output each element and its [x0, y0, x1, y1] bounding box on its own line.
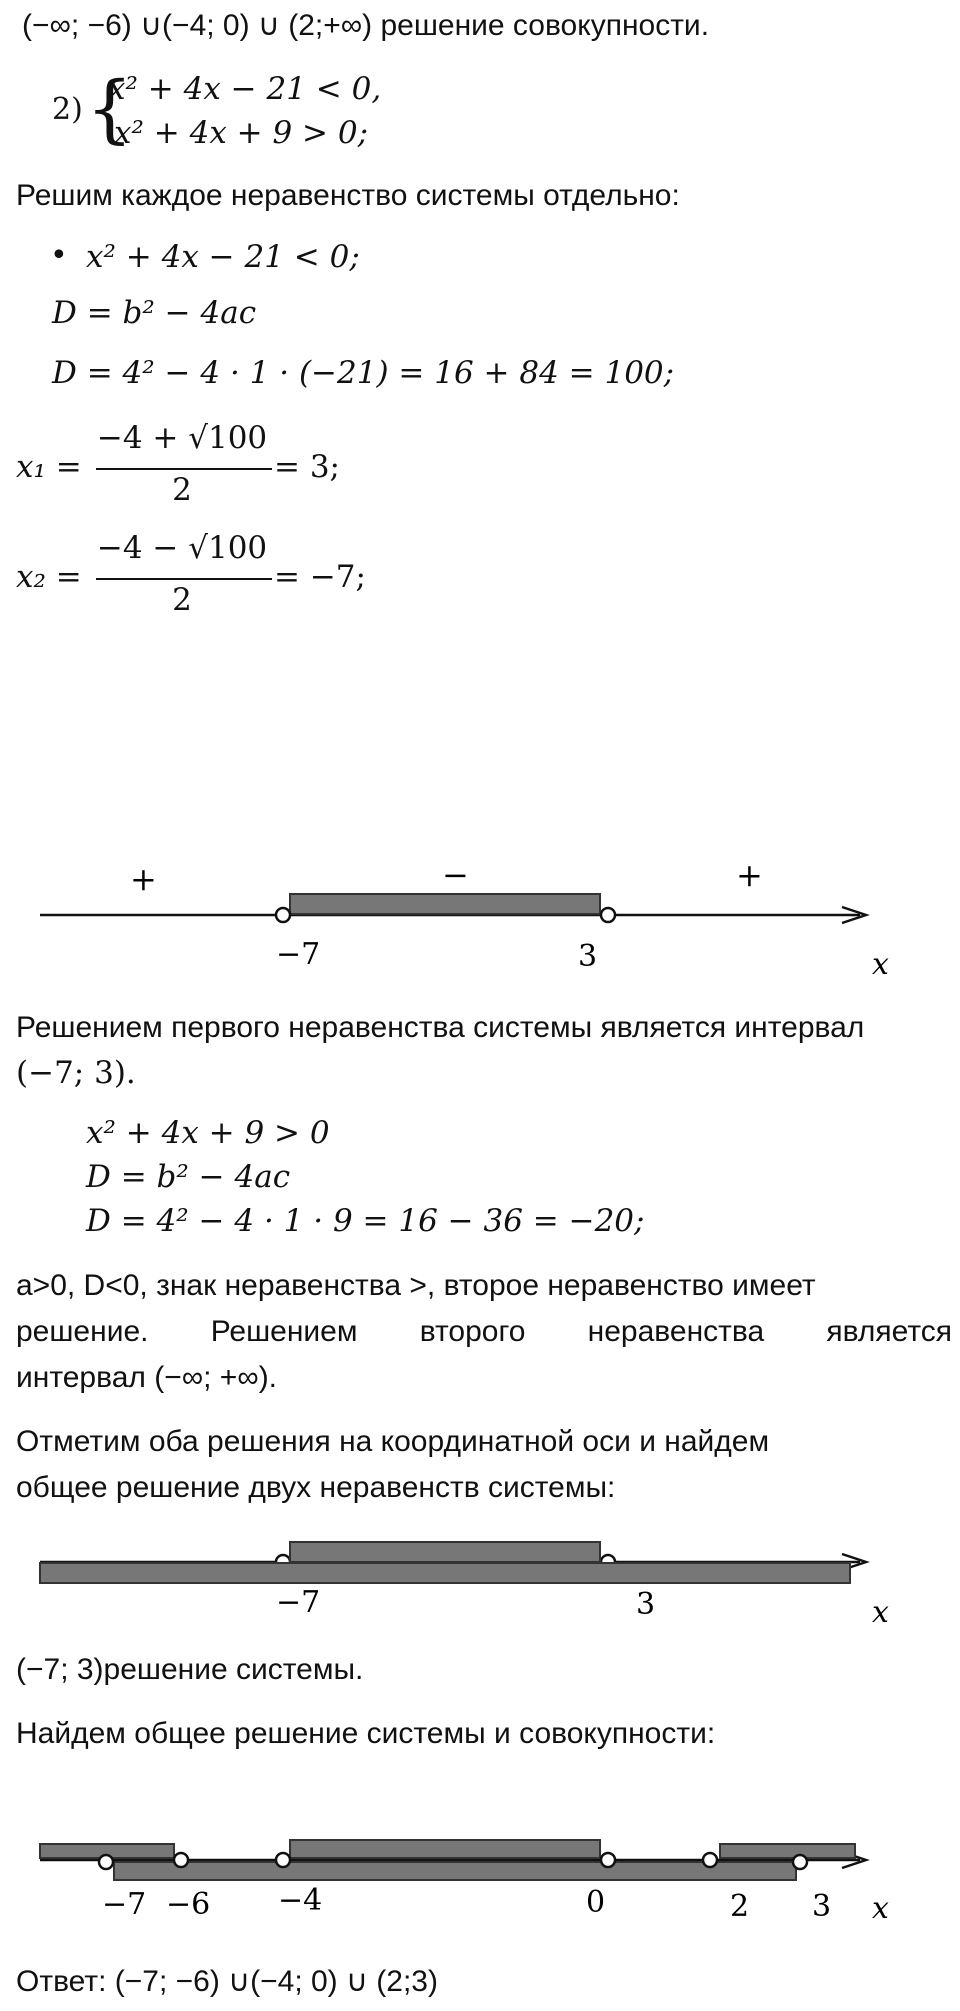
- root-x2-rhs: = −7;: [274, 559, 366, 595]
- open-point-icon: [276, 1853, 290, 1867]
- discriminant-calc-1: D = 4² − 4 · 1 · (−21) = 16 + 84 = 100;: [52, 355, 675, 391]
- discriminant-formula-1: D = b² − 4ac: [52, 295, 257, 331]
- number-line-system: [0, 1500, 960, 1630]
- system-brace: {: [86, 66, 134, 152]
- first-solution-line-1: Решением первого неравенства системы является интервал: [16, 1011, 865, 1044]
- interval-bar-system: [114, 1862, 796, 1880]
- solve-each-heading: Решим каждое неравенство системы отдельно:: [16, 179, 680, 212]
- interval-bar-union-middle: [290, 1840, 600, 1858]
- system-solution-line: (−7; 3)решение системы.: [16, 1653, 364, 1686]
- find-common-heading: Найдем общее решение системы и совокупности:: [16, 1717, 716, 1750]
- previous-answer-line: (−∞; −6) ∪(−4; 0) ∪ (2;+∞) решение совокупности.: [22, 9, 710, 42]
- open-point-icon: [601, 1853, 615, 1867]
- open-point-icon: [793, 1855, 807, 1869]
- root-x1-denominator: 2: [172, 472, 192, 508]
- fraction-bar: [96, 578, 272, 580]
- root-x2-lhs: x₂ =: [16, 559, 82, 595]
- root-x1-lhs: x₁ =: [16, 449, 82, 485]
- point-label: 3: [636, 1587, 656, 1622]
- interval-bar-union-right: [720, 1844, 855, 1858]
- second-paragraph-line-2: решение. Решением второго неравенства является: [16, 1315, 952, 1348]
- open-point-icon: [601, 908, 615, 922]
- open-point-icon: [99, 1855, 113, 1869]
- root-x2-numerator: −4 − √100: [96, 530, 268, 566]
- root-x1-numerator: −4 + √100: [96, 420, 268, 456]
- fraction-bar: [96, 468, 272, 470]
- point-label: −6: [166, 1887, 211, 1922]
- number-line-combined: [0, 1800, 960, 1930]
- root-x1-rhs: = 3;: [274, 449, 340, 485]
- sign-label: +: [130, 860, 157, 898]
- second-paragraph-line-1: a>0, D<0, знак неравенства >, второе неравенство имеет: [16, 1269, 816, 1302]
- answer-line: Ответ: (−7; −6) ∪(−4; 0) ∪ (2;3): [16, 1965, 438, 1998]
- second-paragraph-line-3: интервал (−∞; +∞).: [16, 1361, 278, 1394]
- axis-variable-label: x: [872, 1891, 889, 1926]
- system-inequality-2: x² + 4x + 9 > 0;: [114, 115, 369, 151]
- point-label: 2: [730, 1889, 750, 1924]
- sign-label: +: [736, 856, 763, 894]
- discriminant-formula-2: D = b² − 4ac: [86, 1159, 291, 1195]
- discriminant-calc-2: D = 4² − 4 · 1 · 9 = 16 − 36 = −20;: [86, 1203, 645, 1239]
- point-label: −7: [102, 1887, 147, 1922]
- point-label: −4: [278, 1883, 323, 1918]
- system-number: 2): [52, 92, 83, 127]
- point-label: −7: [276, 937, 321, 972]
- interval-bar-first: [290, 1542, 600, 1562]
- second-inequality: x² + 4x + 9 > 0: [86, 1115, 330, 1151]
- open-point-icon: [174, 1853, 188, 1867]
- first-solution-line-2: (−7; 3).: [16, 1055, 136, 1091]
- bullet: •: [50, 238, 68, 273]
- axis-variable-label: x: [872, 1595, 889, 1630]
- point-label: −7: [276, 1585, 321, 1620]
- sign-label: −: [442, 856, 469, 894]
- first-inequality: x² + 4x − 21 < 0;: [86, 239, 360, 275]
- mark-paragraph-line-2: общее решение двух неравенств системы:: [16, 1471, 616, 1504]
- system-inequality-1: x² + 4x − 21 < 0,: [108, 71, 382, 107]
- point-label: 0: [586, 1885, 606, 1920]
- point-label: 3: [578, 939, 598, 974]
- interval-bar-second: [40, 1563, 850, 1583]
- mark-paragraph-line-1: Отметим оба решения на координатной оси и найдем: [16, 1425, 770, 1458]
- open-point-icon: [703, 1853, 717, 1867]
- number-line-first-inequality: [0, 850, 960, 990]
- interval-bar: [290, 894, 600, 914]
- axis-variable-label: x: [872, 947, 889, 982]
- point-label: 3: [812, 1889, 832, 1924]
- root-x2-denominator: 2: [172, 582, 192, 618]
- open-point-icon: [276, 908, 290, 922]
